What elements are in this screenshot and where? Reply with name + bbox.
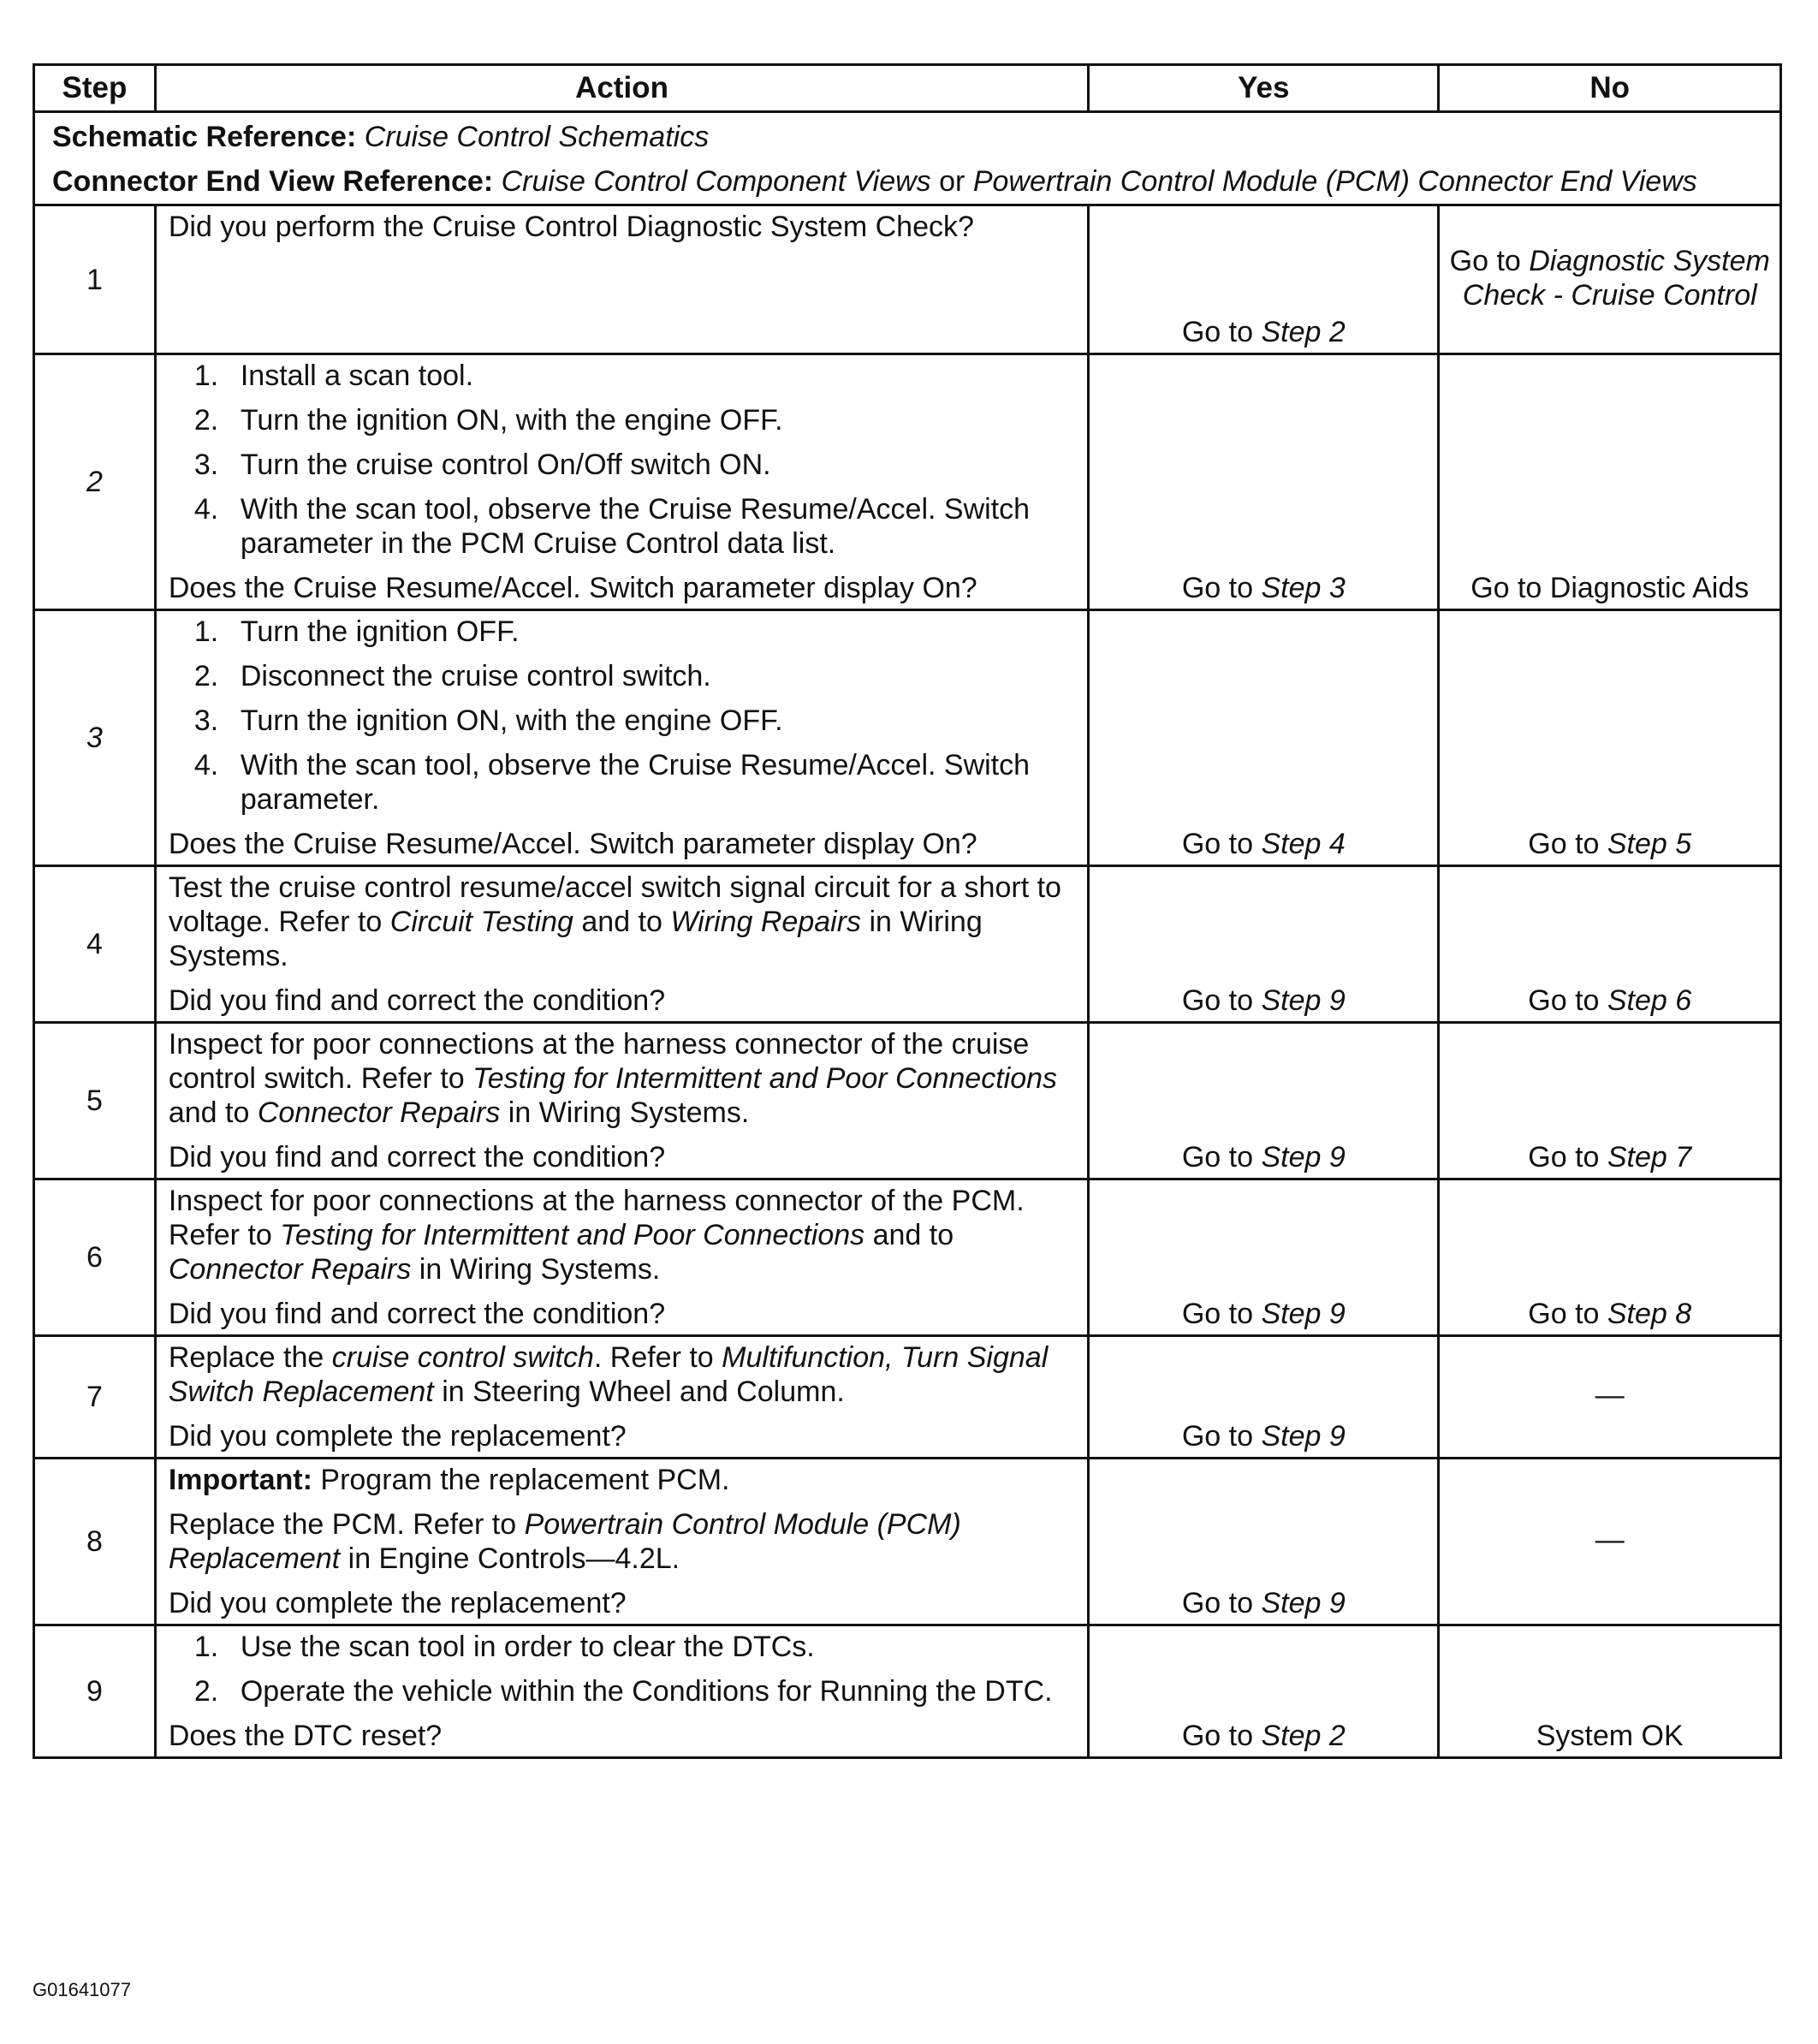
table-row: [34, 1625, 1781, 1758]
header-yes: Yes: [1089, 65, 1439, 112]
question: Does the DTC reset?: [168, 1720, 443, 1752]
no-prefix: Go to: [1528, 828, 1607, 860]
list-item: [169, 704, 1078, 738]
question: Did you complete the replacement?: [168, 1420, 627, 1453]
yes-prefix: Go to: [1181, 828, 1262, 860]
reference-row: [34, 112, 1781, 205]
step-number: 3: [34, 610, 156, 866]
item-text: Turn the ignition ON, with the engine OFF.: [240, 704, 783, 737]
yes-link[interactable]: Step 9: [1261, 1587, 1346, 1619]
yes-cell: [1089, 354, 1439, 610]
yes-cell: [1089, 1459, 1439, 1625]
item-number: 2.: [193, 1675, 219, 1708]
diagnostic-table: [33, 63, 1782, 1759]
no-prefix: Go to: [1449, 244, 1530, 277]
question: Did you find and correct the condition?: [168, 1141, 666, 1174]
action-cell: [155, 1179, 1088, 1336]
no-cell: [1439, 1459, 1781, 1625]
reference-link[interactable]: Powertrain Control Module (PCM) Replacement: [168, 1508, 961, 1575]
list-item: [169, 448, 1078, 482]
yes-cell: [1089, 866, 1439, 1023]
item-number: 1.: [193, 1631, 219, 1663]
header-no: No: [1439, 65, 1781, 112]
item-number: 1.: [193, 359, 219, 392]
yes-prefix: Go to: [1181, 1420, 1262, 1453]
table-row: [34, 610, 1781, 866]
instruction: [169, 1027, 1078, 1130]
item-text: Operate the vehicle within the Conditions for Running the DTC.: [240, 1675, 1053, 1708]
no-prefix: Go to: [1528, 984, 1607, 1017]
procedure-list: [169, 615, 1078, 817]
instruction-text: Inspect for poor connections at the harness connector of the PCM. Refer to: [168, 1185, 1025, 1251]
reference-link[interactable]: Circuit Testing: [389, 906, 573, 938]
no-prefix: Go to: [1528, 1298, 1607, 1330]
schematic-link[interactable]: Cruise Control Schematics: [364, 121, 710, 153]
yes-link[interactable]: Step 3: [1261, 572, 1346, 604]
yes-prefix: Go to: [1181, 1720, 1262, 1752]
question: Did you complete the replacement?: [168, 1587, 627, 1619]
yes-cell: [1089, 1179, 1439, 1336]
no-cell: [1439, 866, 1781, 1023]
item-text: With the scan tool, observe the Cruise Resume/Accel. Switch parameter.: [240, 749, 1031, 816]
list-item: [169, 1674, 1078, 1708]
step-number: 9: [34, 1625, 156, 1758]
yes-link[interactable]: Step 2: [1261, 316, 1346, 348]
yes-prefix: Go to: [1181, 572, 1262, 604]
question: Did you find and correct the condition?: [168, 984, 666, 1017]
yes-cell: [1089, 610, 1439, 866]
yes-prefix: Go to: [1181, 316, 1262, 348]
instruction-text: Inspect for poor connections at the harness connector of the cruise control switch. Refer to: [168, 1028, 1030, 1095]
instruction-text: Replace the: [168, 1341, 332, 1374]
item-number: 4.: [193, 493, 219, 526]
list-item: [169, 659, 1078, 693]
important-text: Program the replacement PCM.: [312, 1464, 730, 1496]
list-item: [169, 748, 1078, 817]
action-cell: [155, 1336, 1088, 1459]
list-item: [169, 359, 1078, 393]
connector-reference: [52, 166, 1771, 197]
list-item: [169, 403, 1078, 437]
no-link[interactable]: Go to Diagnostic Aids: [1470, 572, 1750, 604]
step-number: 6: [34, 1179, 156, 1336]
item-number: 2.: [193, 404, 219, 437]
instruction-text: in Wiring Systems.: [168, 906, 983, 972]
action-cell: [155, 1625, 1088, 1758]
instruction-text: and to: [168, 1096, 258, 1129]
header-action: Action: [155, 65, 1088, 112]
step-number: 5: [34, 1023, 156, 1179]
instruction: [169, 870, 1078, 973]
procedure-list: [169, 359, 1078, 561]
yes-link[interactable]: Step 4: [1261, 828, 1346, 860]
table-row: [34, 354, 1781, 610]
important-note: [169, 1463, 1078, 1497]
no-link[interactable]: Diagnostic System Check - Cruise Control: [1462, 244, 1770, 312]
list-item: [169, 615, 1078, 649]
header-step: Step: [34, 65, 156, 112]
reference-link[interactable]: Testing for Intermittent and Poor Connections: [472, 1062, 1058, 1095]
table-row: [34, 866, 1781, 1023]
no-cell: [1439, 1179, 1781, 1336]
list-item: [169, 1630, 1078, 1664]
step-number: 7: [34, 1336, 156, 1459]
connector-label: Connector End View Reference:: [52, 165, 494, 198]
list-item: [169, 492, 1078, 561]
no-cell: [1439, 205, 1781, 354]
item-text: Use the scan tool in order to clear the DTCs.: [240, 1631, 815, 1663]
question: Does the Cruise Resume/Accel. Switch parameter display On?: [168, 828, 977, 860]
action-cell: [155, 354, 1088, 610]
instruction-text: and to: [573, 906, 671, 938]
no-result: System OK: [1536, 1720, 1684, 1752]
no-cell: [1439, 610, 1781, 866]
table-row: [34, 205, 1781, 354]
schematic-reference: [52, 120, 1771, 154]
instruction-text: Replace the PCM. Refer to: [168, 1508, 525, 1541]
no-cell: [1439, 354, 1781, 610]
yes-prefix: Go to: [1181, 1587, 1262, 1619]
instruction: [169, 1340, 1078, 1409]
question: Did you find and correct the condition?: [168, 1298, 666, 1330]
item-text: Turn the ignition ON, with the engine OFF.: [240, 404, 783, 437]
instruction-text: in Steering Wheel and Column.: [433, 1376, 845, 1408]
question: Does the Cruise Resume/Accel. Switch parameter display On?: [168, 572, 977, 604]
yes-link[interactable]: Step 9: [1261, 984, 1346, 1017]
item-text: Disconnect the cruise control switch.: [240, 660, 711, 692]
connector-link-2[interactable]: Powertrain Control Module (PCM) Connector End Views: [972, 165, 1697, 198]
item-number: 3.: [193, 704, 219, 737]
table-row: [34, 1459, 1781, 1625]
no-link[interactable]: Step 5: [1607, 828, 1692, 860]
instruction-text: in Engine Controls—4.2L.: [340, 1542, 680, 1575]
yes-link[interactable]: Step 2: [1261, 1720, 1346, 1752]
action-cell: [155, 866, 1088, 1023]
action-cell: [155, 610, 1088, 866]
yes-cell: [1089, 205, 1439, 354]
step-number: 1: [34, 205, 156, 354]
procedure-list: [169, 1630, 1078, 1708]
connector-or: or: [930, 165, 973, 198]
item-number: 1.: [193, 615, 219, 648]
reference-link[interactable]: Connector Repairs: [168, 1253, 412, 1286]
connector-link-1[interactable]: Cruise Control Component Views: [501, 165, 931, 198]
step-number: 8: [34, 1459, 156, 1625]
no-link[interactable]: Step 8: [1607, 1298, 1692, 1330]
schematic-label: Schematic Reference:: [52, 121, 357, 153]
instruction-text: in Wiring Systems.: [500, 1096, 750, 1129]
no-link[interactable]: Step 7: [1607, 1141, 1692, 1174]
item-text: Install a scan tool.: [240, 359, 474, 392]
reference-link[interactable]: Testing for Intermittent and Poor Connections: [280, 1219, 865, 1251]
instruction-text: Test the cruise control resume/accel switch signal circuit for a short to voltage. Refer to: [168, 871, 1061, 938]
table-row: [34, 1023, 1781, 1179]
instruction-text: and to: [864, 1219, 954, 1251]
header-row: [34, 65, 1781, 112]
item-text: Turn the cruise control On/Off switch ON.: [240, 449, 771, 481]
no-link[interactable]: Step 6: [1607, 984, 1692, 1017]
step-number: 2: [34, 354, 156, 610]
no-cell: [1439, 1336, 1781, 1459]
yes-link[interactable]: Step 9: [1261, 1420, 1346, 1453]
yes-link[interactable]: Step 9: [1261, 1141, 1346, 1174]
no-dash: —: [1595, 1524, 1625, 1556]
yes-cell: [1089, 1625, 1439, 1758]
table-row: [34, 1179, 1781, 1336]
yes-prefix: Go to: [1181, 1298, 1262, 1330]
action-cell: [155, 1023, 1088, 1179]
figure-code: G01641077: [33, 1979, 131, 2000]
yes-cell: [1089, 1023, 1439, 1179]
component-name: cruise control switch: [331, 1341, 594, 1374]
step-number: 4: [34, 866, 156, 1023]
no-dash: —: [1595, 1379, 1625, 1411]
action-cell: [155, 1459, 1088, 1625]
question: Did you perform the Cruise Control Diagnostic System Check?: [168, 211, 974, 243]
yes-prefix: Go to: [1181, 1141, 1262, 1174]
item-number: 2.: [193, 660, 219, 692]
no-prefix: Go to: [1528, 1141, 1607, 1174]
reference-link[interactable]: Connector Repairs: [257, 1096, 501, 1129]
table-row: [34, 1336, 1781, 1459]
item-number: 4.: [193, 749, 219, 781]
important-label: Important:: [168, 1464, 312, 1496]
action-cell: [155, 205, 1088, 354]
reference-link[interactable]: Multifunction, Turn Signal Switch Replacement: [168, 1341, 1049, 1408]
item-text: With the scan tool, observe the Cruise Resume/Accel. Switch parameter in the PCM Cruise Control data list.: [240, 493, 1031, 560]
instruction-text: in Wiring Systems.: [411, 1253, 661, 1286]
item-number: 3.: [193, 449, 219, 481]
yes-cell: [1089, 1336, 1439, 1459]
item-text: Turn the ignition OFF.: [240, 615, 520, 648]
reference-link[interactable]: Wiring Repairs: [670, 906, 862, 938]
no-cell: [1439, 1023, 1781, 1179]
yes-prefix: Go to: [1181, 984, 1262, 1017]
instruction: [169, 1507, 1078, 1576]
instruction-text: . Refer to: [593, 1341, 722, 1374]
reference-cell: [34, 112, 1781, 205]
instruction: [169, 1184, 1078, 1286]
no-cell: [1439, 1625, 1781, 1758]
yes-link[interactable]: Step 9: [1261, 1298, 1346, 1330]
